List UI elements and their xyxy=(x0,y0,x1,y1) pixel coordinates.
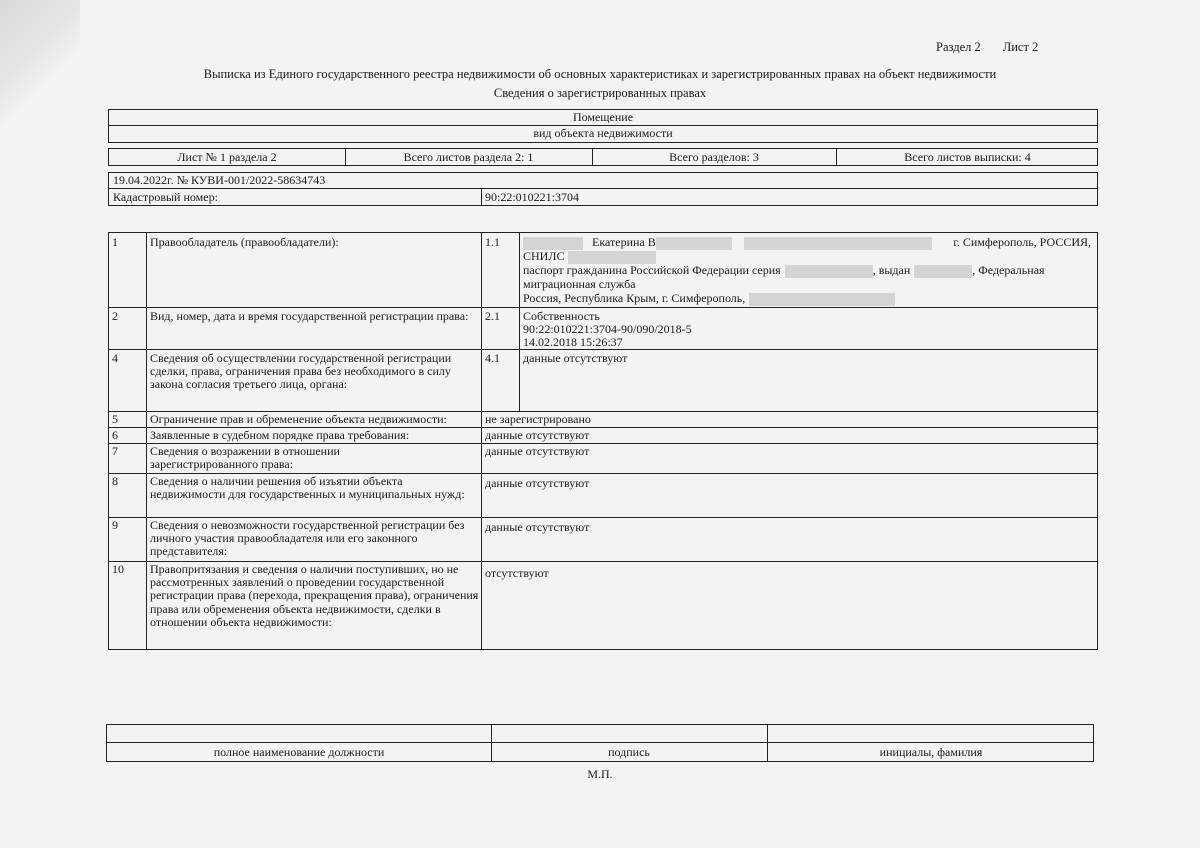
redacted-block xyxy=(656,237,732,250)
row-number: 10 xyxy=(112,562,124,576)
section-label: Раздел 2 xyxy=(936,40,981,54)
owner-line-1 xyxy=(523,236,1097,250)
row-value: данные отсутствуют xyxy=(485,444,590,458)
owner-line-5 xyxy=(523,292,895,306)
row-label: Заявленные в судебном порядке права требования: xyxy=(150,428,410,442)
total-sections: Всего разделов: 3 xyxy=(669,150,759,164)
row-value: данные отсутствуют xyxy=(485,476,590,490)
owner-address: Россия, Республика Крым, г. Симферополь, xyxy=(523,291,746,305)
position-caption: полное наименование должности xyxy=(213,745,385,759)
registration-datetime: 14.02.2018 15:26:37 xyxy=(523,335,623,349)
rights-table xyxy=(108,232,1098,650)
row-value: данные отсутствуют xyxy=(523,351,628,365)
owner-city: г. Симферополь, РОССИЯ, xyxy=(953,235,1091,249)
passport-label: паспорт гражданина Российской Федерации серия xyxy=(523,263,781,277)
extract-date-number: 19.04.2022г. № КУВИ-001/2022-58634743 xyxy=(113,173,326,187)
table-row xyxy=(109,443,1099,473)
redacted-block xyxy=(749,293,895,306)
sheet-number: Лист № 1 раздела 2 xyxy=(177,150,277,164)
right-type: Собственность xyxy=(523,309,600,323)
row-label: Сведения о невозможности государственной регистрации без личного участия правообладателя или его законного представителя: xyxy=(150,518,465,559)
snils-label: СНИЛС xyxy=(523,249,565,263)
redacted-block xyxy=(785,265,873,278)
total-extract-sheets: Всего листов выписки: 4 xyxy=(904,150,1031,164)
row-label: Сведения об осуществлении государственной регистрации сделки, права, ограничения права без необходимого в силу закона согласия третьего лица, органа: xyxy=(150,351,452,392)
row-value: отсутствуют xyxy=(485,566,549,580)
redacted-block xyxy=(523,237,583,250)
table-row xyxy=(109,517,1099,561)
table-row xyxy=(109,411,1099,427)
object-type-box xyxy=(108,109,1098,143)
document-title: Выписка из Единого государственного реестра недвижимости об основных характеристиках и зарегистрированных правах на объект недвижимости xyxy=(203,67,997,81)
table-row xyxy=(109,233,1099,307)
owner-name: Екатерина В xyxy=(592,235,656,249)
row-label: Сведения о возражении в отношении зарегистрированного права: xyxy=(150,444,340,472)
page-number xyxy=(936,41,1060,54)
row-value: данные отсутствуют xyxy=(485,428,590,442)
table-row xyxy=(109,307,1099,349)
row-label: Сведения о наличии решения об изъятии объекта недвижимости для государственных и муниципальных нужд: xyxy=(150,474,465,502)
row-label: Правопритязания и сведения о наличии поступивших, но не рассмотренных заявлений о проведении государственной регистрации права (перехода, прекращения права), ограничения права или обременения объекта недвижимости, сделки в отношении объекта недвижимости: xyxy=(150,562,479,629)
document-subtitle: Сведения о зарегистрированных правах xyxy=(493,86,707,100)
row-number: 5 xyxy=(112,412,118,426)
row-number: 4 xyxy=(112,351,118,365)
table-row xyxy=(109,561,1099,649)
table-row xyxy=(109,349,1099,411)
row-subnumber: 1.1 xyxy=(485,235,500,249)
row-number: 1 xyxy=(112,235,118,249)
row-label: Ограничение прав и обременение объекта недвижимости: xyxy=(150,412,447,426)
redacted-block xyxy=(744,237,932,250)
total-section-sheets: Всего листов раздела 2: 1 xyxy=(403,150,534,164)
sheet-info-box xyxy=(108,148,1098,166)
row-number: 8 xyxy=(112,474,118,488)
row-subnumber: 4.1 xyxy=(485,351,500,365)
signature-box xyxy=(106,724,1094,762)
object-type-caption: вид объекта недвижимости xyxy=(533,126,673,140)
cadastral-number: 90:22:010221:3704 xyxy=(485,190,580,204)
name-caption: инициалы, фамилия xyxy=(879,745,983,759)
row-label: Правообладатель (правообладатели): xyxy=(150,235,339,249)
row-value: не зарегистрировано xyxy=(485,412,591,426)
authority-label: , Федеральная xyxy=(972,263,1045,277)
sheet-label: Лист 2 xyxy=(1002,40,1039,54)
row-number: 7 xyxy=(112,444,118,458)
table-row xyxy=(109,427,1099,443)
row-number: 2 xyxy=(112,309,118,323)
signature-caption: подпись xyxy=(608,745,650,759)
row-label: Вид, номер, дата и время государственной регистрации права: xyxy=(150,309,469,323)
owner-line-3 xyxy=(523,264,1045,278)
table-row xyxy=(109,473,1099,517)
cadastral-label: Кадастровый номер: xyxy=(113,190,218,204)
owner-line-2 xyxy=(523,250,656,264)
extract-info-box xyxy=(108,172,1098,206)
redacted-block xyxy=(568,251,656,264)
row-number: 6 xyxy=(112,428,118,442)
redacted-block xyxy=(914,265,972,278)
page-fold xyxy=(0,0,80,140)
row-value: данные отсутствуют xyxy=(485,520,590,534)
row-subnumber: 2.1 xyxy=(485,309,500,323)
registration-number: 90:22:010221:3704-90/090/2018-5 xyxy=(523,322,692,336)
issued-label: , выдан xyxy=(872,263,911,277)
stamp-label: М.П. xyxy=(587,767,613,781)
object-type: Помещение xyxy=(572,110,634,124)
row-number: 9 xyxy=(112,518,118,532)
owner-line-4: миграционная служба xyxy=(523,277,636,291)
